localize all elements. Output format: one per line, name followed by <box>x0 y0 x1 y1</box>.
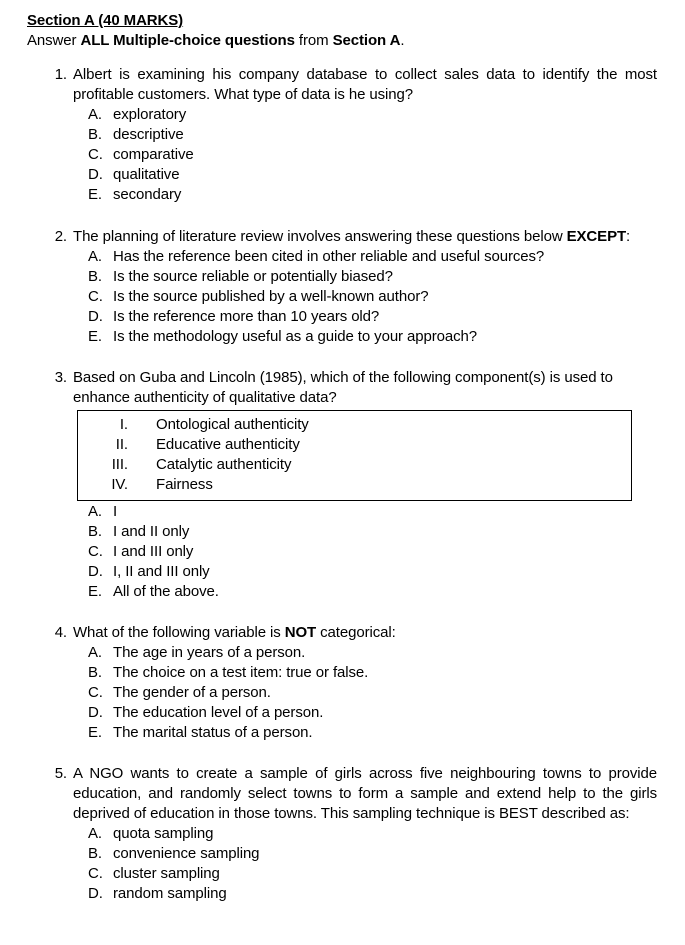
question-2-text-after: : <box>626 228 631 245</box>
option-label: I, II and III only <box>113 563 210 580</box>
question-2-emphasis: EXCEPT <box>566 228 627 245</box>
question-5-options <box>0 824 685 904</box>
option-letter: E. <box>88 328 102 345</box>
option-label: Is the source reliable or potentially biased? <box>113 268 393 285</box>
option-letter: B. <box>88 268 102 285</box>
question-1-stem <box>0 65 685 105</box>
option-letter: B. <box>88 523 102 540</box>
roman-numeral: II. <box>115 436 128 453</box>
question-2-number: 2. <box>54 228 67 245</box>
option-label: exploratory <box>113 106 187 123</box>
option-item[interactable] <box>88 542 685 562</box>
roman-label: Ontological authenticity <box>156 416 309 433</box>
option-item[interactable] <box>88 502 685 522</box>
option-item[interactable] <box>88 824 685 844</box>
roman-label: Fairness <box>156 476 213 493</box>
option-item[interactable] <box>88 125 685 145</box>
option-letter: B. <box>88 664 102 681</box>
option-letter: A. <box>88 106 102 123</box>
option-letter: D. <box>88 704 103 721</box>
instruction-middle: from <box>294 32 333 49</box>
option-letter: E. <box>88 724 102 741</box>
roman-numeral: III. <box>111 456 128 473</box>
option-letter: D. <box>88 885 103 902</box>
option-label: The age in years of a person. <box>113 644 306 661</box>
roman-row <box>78 435 631 455</box>
question-5-number: 5. <box>54 765 67 782</box>
question-4-text-before: What of the following variable is <box>73 624 285 641</box>
question-2-options <box>0 247 685 347</box>
option-item[interactable] <box>88 287 685 307</box>
option-item[interactable] <box>88 522 685 542</box>
question-4-stem <box>0 623 685 643</box>
option-letter: A. <box>88 503 102 520</box>
roman-row <box>78 475 631 495</box>
option-label: Is the source published by a well-known author? <box>113 288 429 305</box>
roman-numeral: I. <box>119 416 128 433</box>
option-label: secondary <box>113 186 182 203</box>
option-label: Is the methodology useful as a guide to your approach? <box>113 328 478 345</box>
option-letter: C. <box>88 684 103 701</box>
question-4-options <box>0 643 685 743</box>
option-item[interactable] <box>88 844 685 864</box>
option-label: quota sampling <box>113 825 214 842</box>
option-letter: C. <box>88 288 103 305</box>
question-2-text-before: The planning of literature review involves answering these questions below <box>73 228 567 245</box>
question-5-text: A NGO wants to create a sample of girls across five neighbouring towns to provide education, and randomly select towns to form a sample and extend help to the girls deprived of education in those towns. This sampling technique is BEST described as: <box>73 765 657 822</box>
question-item-2 <box>0 227 685 347</box>
question-5-stem <box>0 764 685 824</box>
question-2-stem <box>0 227 685 247</box>
instruction-bold-all-mcq: ALL Multiple-choice questions <box>80 32 295 49</box>
question-3-roman-table <box>77 410 632 501</box>
question-3-options <box>0 502 685 602</box>
option-item[interactable] <box>88 267 685 287</box>
option-item[interactable] <box>88 185 685 205</box>
option-label: Has the reference been cited in other reliable and useful sources? <box>113 248 545 265</box>
section-header <box>0 0 685 51</box>
question-1-number: 1. <box>54 66 67 83</box>
question-item-3 <box>0 368 685 602</box>
option-item[interactable] <box>88 247 685 267</box>
roman-row <box>78 415 631 435</box>
option-label: The marital status of a person. <box>113 724 313 741</box>
question-1-text: Albert is examining his company database to collect sales data to identify the most profitable customers. What type of data is he using? <box>73 66 657 103</box>
roman-label: Catalytic authenticity <box>156 456 292 473</box>
option-label: I and III only <box>113 543 194 560</box>
option-item[interactable] <box>88 864 685 884</box>
option-letter: A. <box>88 825 102 842</box>
question-1-options <box>0 105 685 205</box>
instruction-suffix: . <box>400 32 405 49</box>
roman-numeral: IV. <box>111 476 128 493</box>
option-letter: C. <box>88 146 103 163</box>
option-letter: E. <box>88 583 102 600</box>
option-item[interactable] <box>88 165 685 185</box>
question-3-text: Based on Guba and Lincoln (1985), which of the following component(s) is used to enhance authenticity of qualitative data? <box>73 369 613 406</box>
option-label: I <box>113 503 118 520</box>
instruction-bold-section-a: Section A <box>332 32 401 49</box>
option-letter: D. <box>88 308 103 325</box>
option-label: The choice on a test item: true or false. <box>113 664 369 681</box>
option-item[interactable] <box>88 723 685 743</box>
option-item[interactable] <box>88 307 685 327</box>
option-letter: A. <box>88 248 102 265</box>
option-letter: B. <box>88 126 102 143</box>
option-letter: C. <box>88 865 103 882</box>
option-label: convenience sampling <box>113 845 260 862</box>
section-title: Section A (40 MARKS) <box>27 12 184 29</box>
option-item[interactable] <box>88 105 685 125</box>
section-instruction <box>27 30 685 51</box>
instruction-prefix: Answer <box>27 32 81 49</box>
question-4-number: 4. <box>54 624 67 641</box>
option-label: cluster sampling <box>113 865 220 882</box>
option-letter: B. <box>88 845 102 862</box>
question-3-number: 3. <box>54 369 67 386</box>
option-label: descriptive <box>113 126 184 143</box>
option-label: I and II only <box>113 523 190 540</box>
option-item[interactable] <box>88 562 685 582</box>
option-letter: D. <box>88 563 103 580</box>
option-label: The gender of a person. <box>113 684 271 701</box>
option-letter: E. <box>88 186 102 203</box>
option-item[interactable] <box>88 703 685 723</box>
question-4-emphasis: NOT <box>284 624 317 641</box>
option-label: random sampling <box>113 885 227 902</box>
question-list <box>0 65 685 904</box>
option-letter: C. <box>88 543 103 560</box>
question-item-5 <box>0 764 685 904</box>
roman-label: Educative authenticity <box>156 436 300 453</box>
option-item[interactable] <box>88 582 685 602</box>
option-item[interactable] <box>88 327 685 347</box>
option-item[interactable] <box>88 663 685 683</box>
roman-row <box>78 455 631 475</box>
option-letter: A. <box>88 644 102 661</box>
option-item[interactable] <box>88 145 685 165</box>
option-label: qualitative <box>113 166 180 183</box>
option-item[interactable] <box>88 884 685 904</box>
option-label: Is the reference more than 10 years old? <box>113 308 380 325</box>
option-label: All of the above. <box>113 583 219 600</box>
option-letter: D. <box>88 166 103 183</box>
option-label: comparative <box>113 146 194 163</box>
question-item-1 <box>0 65 685 205</box>
option-label: The education level of a person. <box>113 704 324 721</box>
question-4-text-after: categorical: <box>316 624 396 641</box>
option-item[interactable] <box>88 643 685 663</box>
option-item[interactable] <box>88 683 685 703</box>
question-3-stem <box>0 368 685 408</box>
question-item-4 <box>0 623 685 743</box>
